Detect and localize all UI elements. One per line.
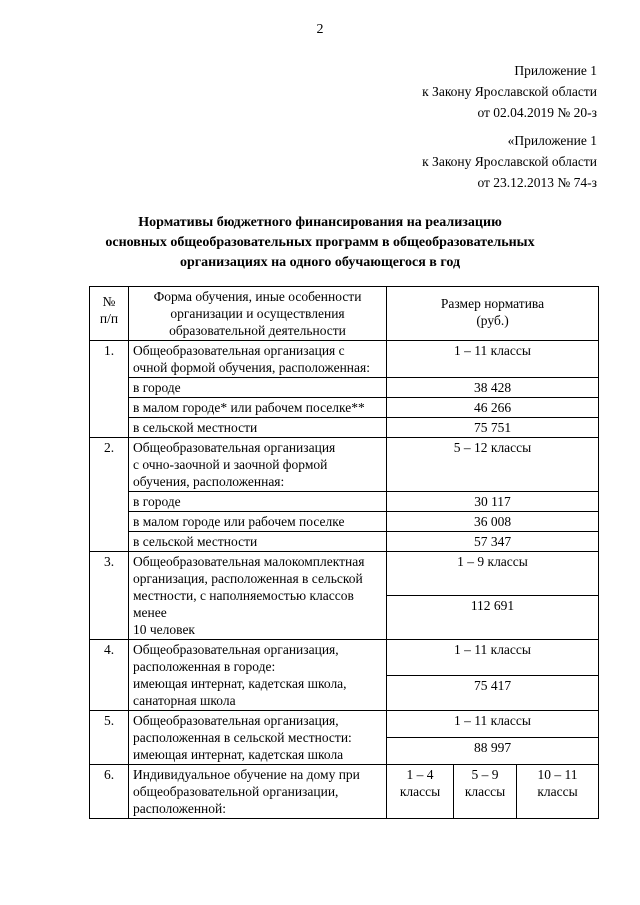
appendix-line: от 02.04.2019 № 20-з bbox=[477, 105, 597, 120]
grades-cell: 1 – 11 классы bbox=[387, 341, 599, 378]
table-row bbox=[90, 532, 599, 552]
value-cell: 57 347 bbox=[387, 532, 599, 552]
location-label: в городе bbox=[129, 378, 387, 398]
table-row bbox=[90, 341, 599, 378]
row-number: 2. bbox=[90, 438, 129, 552]
location-label: в сельской местности bbox=[129, 418, 387, 438]
value-cell: 88 997 bbox=[387, 738, 599, 765]
row-number: 1. bbox=[90, 341, 129, 438]
value-cell: 112 691 bbox=[387, 596, 599, 640]
grades-cell: 5 – 12 классы bbox=[387, 438, 599, 492]
grades-cell: 1 – 4 классы bbox=[387, 765, 454, 819]
row-number: 3. bbox=[90, 552, 129, 640]
row-description: Общеобразовательная организация с очно-заочной и заочной формой обучения, расположенная: bbox=[129, 438, 387, 492]
appendix-line: от 23.12.2013 № 74-з bbox=[477, 175, 597, 190]
appendix-line: к Закону Ярославской области bbox=[422, 154, 597, 169]
location-label: в малом городе или рабочем поселке bbox=[129, 512, 387, 532]
row-description: Общеобразовательная организация, расположенная в сельской местности: имеющая интернат, кадетская школа bbox=[129, 711, 387, 765]
appendix-line: «Приложение 1 bbox=[507, 133, 597, 148]
table-row bbox=[90, 398, 599, 418]
table-row bbox=[90, 438, 599, 492]
table-row bbox=[90, 512, 599, 532]
row-number: 5. bbox=[90, 711, 129, 765]
value-cell: 36 008 bbox=[387, 512, 599, 532]
value-cell: 30 117 bbox=[387, 492, 599, 512]
table-row bbox=[90, 765, 599, 819]
header-num: № п/п bbox=[90, 287, 129, 341]
table-row bbox=[90, 552, 599, 596]
table-row bbox=[90, 378, 599, 398]
row-description: Общеобразовательная организация с очной формой обучения, расположенная: bbox=[129, 341, 387, 378]
location-label: в городе bbox=[129, 492, 387, 512]
grades-cell: 1 – 9 классы bbox=[387, 552, 599, 596]
header-form: Форма обучения, иные особенности организации и осуществления образовательной деятельности bbox=[129, 287, 387, 341]
value-cell: 75 417 bbox=[387, 675, 599, 711]
table-row bbox=[90, 711, 599, 738]
appendix-current-reference bbox=[422, 60, 597, 123]
appendix-original-reference bbox=[422, 130, 597, 193]
grades-cell: 10 – 11 классы bbox=[517, 765, 599, 819]
value-cell: 38 428 bbox=[387, 378, 599, 398]
document-title bbox=[60, 213, 580, 273]
row-description: Общеобразовательная организация, расположенная в городе: имеющая интернат, кадетская школа, санаторная школа bbox=[129, 640, 387, 711]
row-description: Индивидуальное обучение на дому при общеобразовательной организации, расположенной: bbox=[129, 765, 387, 819]
appendix-line: к Закону Ярославской области bbox=[422, 84, 597, 99]
grades-cell: 1 – 11 классы bbox=[387, 640, 599, 676]
table-row bbox=[90, 418, 599, 438]
grades-cell: 5 – 9 классы bbox=[454, 765, 517, 819]
norms-table bbox=[89, 286, 599, 819]
row-number: 4. bbox=[90, 640, 129, 711]
header-size: Размер норматива (руб.) bbox=[387, 287, 599, 341]
location-label: в малом городе* или рабочем поселке** bbox=[129, 398, 387, 418]
title-line: организациях на одного обучающегося в год bbox=[179, 255, 461, 270]
title-line: Нормативы бюджетного финансирования на реализацию bbox=[138, 215, 502, 230]
location-label: в сельской местности bbox=[129, 532, 387, 552]
title-line: основных общеобразовательных программ в общеобразовательных bbox=[105, 235, 535, 250]
table-row bbox=[90, 640, 599, 676]
appendix-line: Приложение 1 bbox=[514, 63, 597, 78]
row-number: 6. bbox=[90, 765, 129, 819]
grades-cell: 1 – 11 классы bbox=[387, 711, 599, 738]
value-cell: 75 751 bbox=[387, 418, 599, 438]
table-header-row bbox=[90, 287, 599, 341]
row-description: Общеобразовательная малокомплектная организация, расположенная в сельской местности, с наполняемостью классов менее 10 человек bbox=[129, 552, 387, 640]
value-cell: 46 266 bbox=[387, 398, 599, 418]
page-number: 2 bbox=[316, 22, 324, 37]
table-row bbox=[90, 492, 599, 512]
